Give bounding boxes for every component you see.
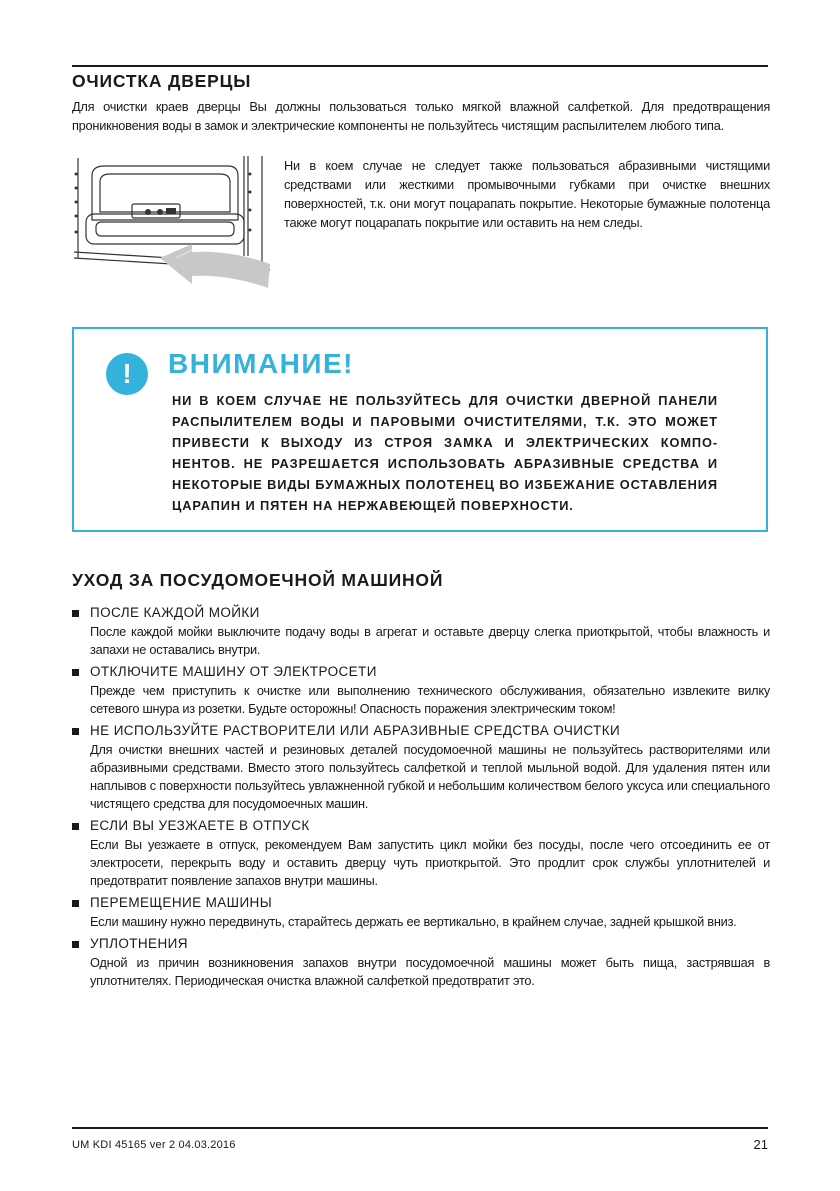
- care-item-body: Если машину нужно передвинуть, старайтесь держать ее вертикально, в крайнем случае, задней крышкой вниз.: [90, 914, 737, 929]
- door-cleaning-intro: Для очистки краев дверцы Вы должны пользоваться только мягкой влажной салфеткой. Для предотвращения проникновения воды в замок и электрические компоненты не пользуйтесь чистящим распылителем любого типа.: [72, 99, 770, 133]
- care-item-body: Если Вы уезжаете в отпуск, рекомендуем Вам запустить цикл мойки без посуды, после чего отсоединить ее от электросети, перекрыть воду и оставить дверцу чуть приоткрытой. Это продлит срок службы уплотнителей и предотвратит появление запахов внутри машины.: [90, 837, 770, 888]
- care-item-heading: УПЛОТНЕНИЯ: [90, 936, 188, 951]
- footer-rule: [72, 1127, 768, 1129]
- care-item-seals: [72, 934, 770, 990]
- care-list: [72, 603, 770, 993]
- square-bullet-icon: [72, 823, 79, 830]
- care-item-body: После каждой мойки выключите подачу воды в агрегат и оставьте дверцу слегка приоткрытой, чтобы влажность и запахи не оставались внутри.: [90, 624, 770, 657]
- care-item-moving: [72, 893, 770, 931]
- door-cleaning-illustration: [72, 152, 272, 292]
- care-item-body: Для очистки внешних частей и резиновых деталей посудомоечной машины не пользуйтесь растворителями или абразивными средствами. Вместо этого пользуйтесь салфеткой и теплой мыльной водой. Для удаления пятен или наплывов с поверхности пользуйтесь увлажненной губкой и небольшим количеством белого уксуса или специального чистящего средства для посудомоечных машин.: [90, 742, 770, 811]
- care-item-heading: ПОСЛЕ КАЖДОЙ МОЙКИ: [90, 605, 260, 620]
- care-title: УХОД ЗА ПОСУДОМОЕЧНОЙ МАШИНОЙ: [72, 570, 444, 590]
- square-bullet-icon: [72, 728, 79, 735]
- care-item-heading: ЕСЛИ ВЫ УЕЗЖАЕТЕ В ОТПУСК: [90, 818, 310, 833]
- footer-doc-ref: UM KDI 45165 ver 2 04.03.2016: [72, 1139, 236, 1151]
- top-rule: [72, 65, 768, 67]
- page-number: 21: [753, 1137, 768, 1152]
- square-bullet-icon: [72, 900, 79, 907]
- care-item-heading: ПЕРЕМЕЩЕНИЕ МАШИНЫ: [90, 895, 273, 910]
- care-item-after-wash: [72, 603, 770, 659]
- care-item-heading: ОТКЛЮЧИТЕ МАШИНУ ОТ ЭЛЕКТРОСЕТИ: [90, 664, 377, 679]
- care-item-no-solvents: [72, 721, 770, 813]
- square-bullet-icon: [72, 610, 79, 617]
- care-item-heading: НЕ ИСПОЛЬЗУЙТЕ РАСТВОРИТЕЛИ ИЛИ АБРАЗИВНЫЕ СРЕДСТВА ОЧИСТКИ: [90, 723, 621, 738]
- care-item-body: Одной из причин возникновения запахов внутри посудомоечной машины может быть пища, застрявшая в уплотнителях. Периодическая очистка влажной салфеткой предотвратит это.: [90, 955, 770, 988]
- door-cleaning-title: ОЧИСТКА ДВЕРЦЫ: [72, 71, 252, 91]
- warning-title: ВНИМАНИЕ!: [168, 348, 354, 379]
- warning-text: НИ В КОЕМ СЛУЧАЕ НЕ ПОЛЬЗУЙТЕСЬ ДЛЯ ОЧИСТКИ ДВЕРНОЙ ПАНЕЛИ РАСПЫЛИТЕЛЕМ ВОДЫ И ПАРОВЫМИ ОЧИСТИТЕЛЯМИ, Т.К. ЭТО МОЖЕТ ПРИВЕСТИ К ВЫХОДУ ИЗ СТРОЯ ЗАМКА И ЭЛЕКТРИЧЕСКИХ КОМПО-НЕНТОВ. НЕ РАЗРЕШАЕТСЯ ИСПОЛЬЗОВАТЬ АБРАЗИВНЫЕ СРЕДСТВА И НЕКОТОРЫЕ ВИДЫ БУМАЖНЫХ ПОЛОТЕНЕЦ ВО ИЗБЕЖАНИЕ ОСТАВЛЕНИЯ ЦАРАПИН И ПЯТЕН НА НЕРЖАВЕЮЩЕЙ ПОВЕРХНОСТИ.: [172, 393, 718, 513]
- square-bullet-icon: [72, 669, 79, 676]
- warning-box: [72, 327, 768, 532]
- care-item-unplug: [72, 662, 770, 718]
- square-bullet-icon: [72, 941, 79, 948]
- door-cleaning-side-text: Ни в коем случае не следует также пользоваться абразивными чистящими средствами или жесткими промывочными губками при очистке внешних поверхностей, т.к. они могут поцарапать покрытие. Некоторые бумажные полотенца также могут поцарапать покрытие или оставить на нем следы.: [284, 158, 770, 230]
- care-item-vacation: [72, 816, 770, 890]
- care-item-body: Прежде чем приступить к очистке или выполнению технического обслуживания, обязательно извлеките вилку сетевого шнура из розетки. Будьте осторожны! Опасность поражения электрическим током!: [90, 683, 770, 716]
- exclamation-icon: !: [106, 353, 148, 395]
